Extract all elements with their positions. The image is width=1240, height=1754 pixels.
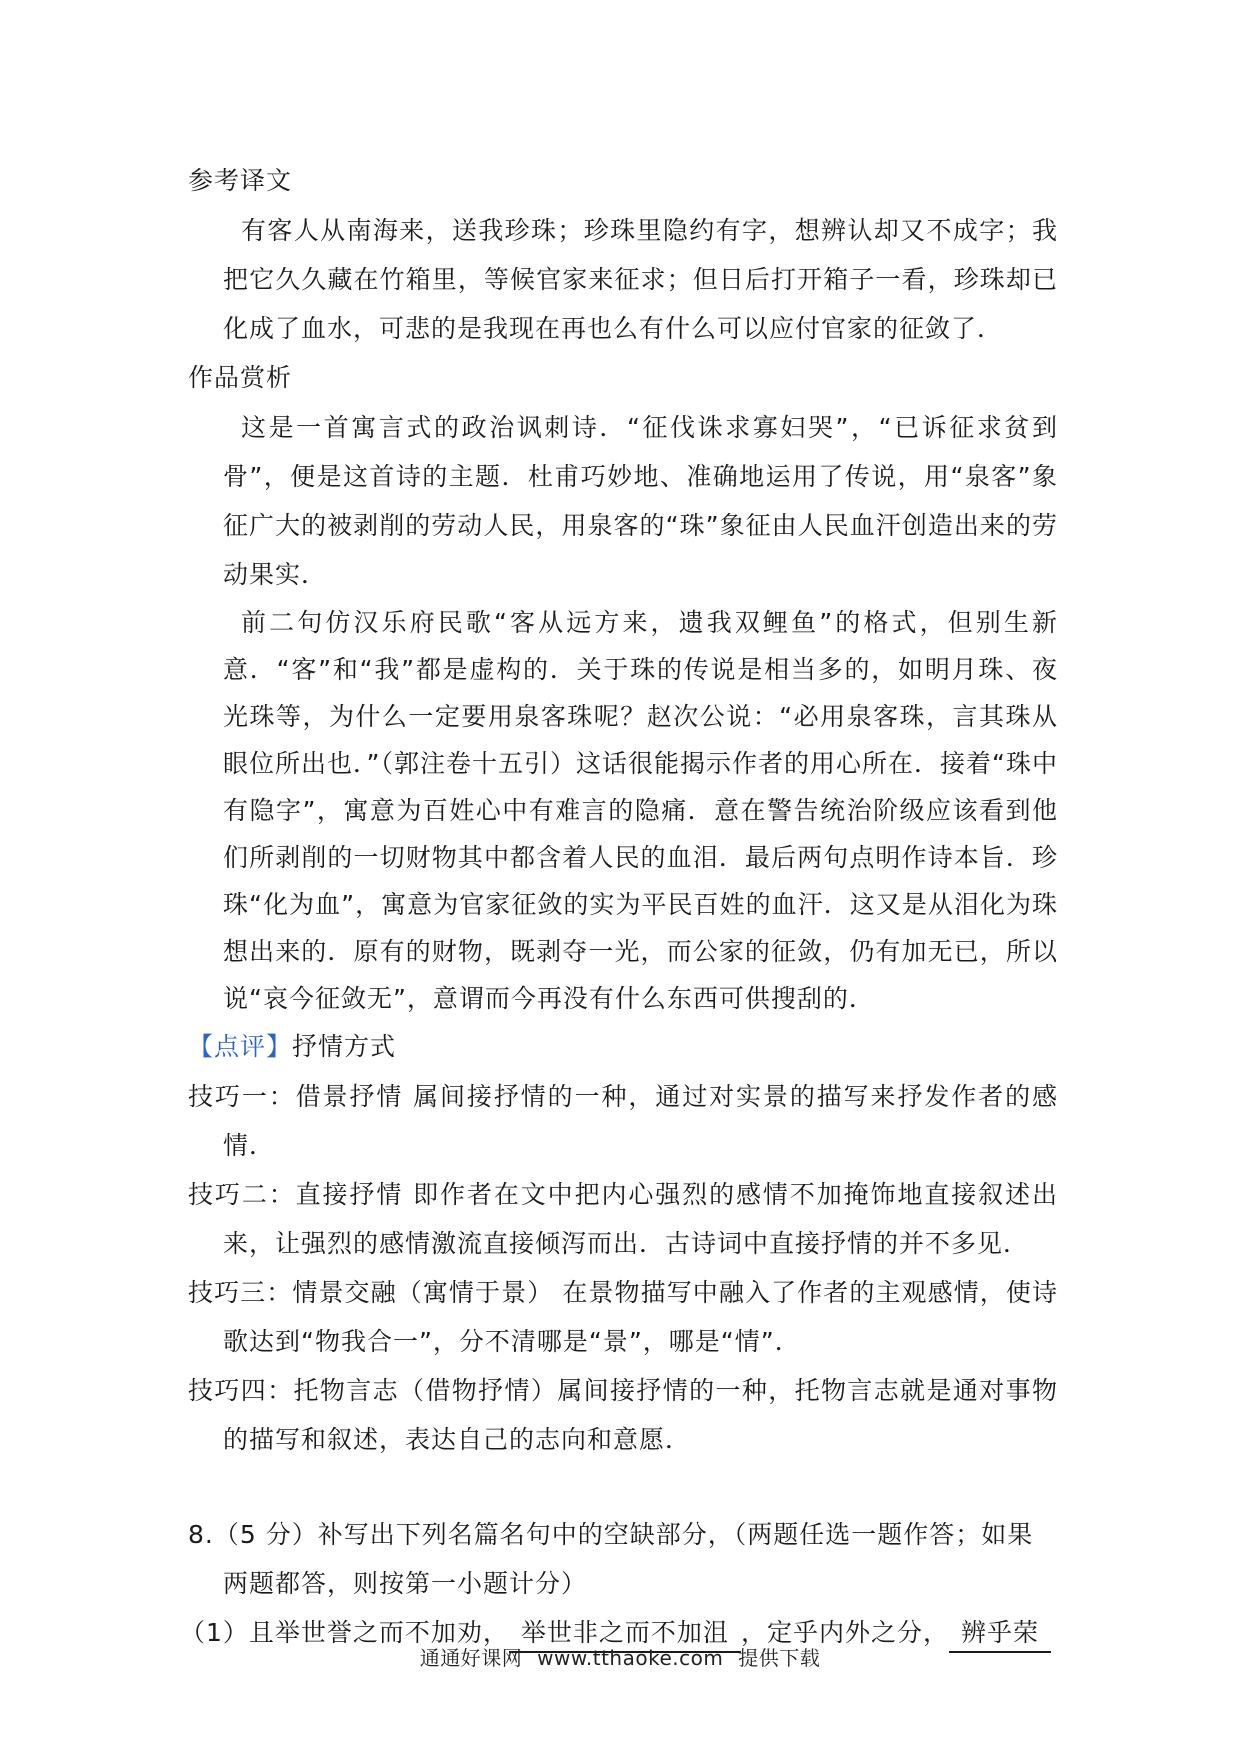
footer-note: 提供下载 bbox=[738, 1646, 821, 1670]
tip-item-4: 技巧四：托物言志（借物抒情）属间接抒情的一种，托物言志就是通对事物的描写和叙述，表达自己的志向和意愿． bbox=[188, 1376, 1058, 1454]
footer-url[interactable]: www.tthaoke.com bbox=[537, 1646, 724, 1670]
document-content bbox=[180, 156, 1058, 1658]
question-8 bbox=[180, 1510, 1058, 1658]
review-title: 抒情方式 bbox=[292, 1032, 397, 1061]
question-stem: 8.（5 分）补写出下列名篇名句中的空缺部分，（两题任选一题作答；如果两题都答，则按第一小题计分） bbox=[188, 1520, 1034, 1598]
appreciation-paragraph-2: 前二句仿汉乐府民歌“客从远方来，遗我双鲤鱼”的格式，但别生新意．“客”和“我”都是虚构的．关于珠的传说是相当多的，如明月珠、夜光珠等，为什么一定要用泉客珠呢？赵次公说：“必用泉客珠，言其珠从眼位所出也．”（郭注卷十五引）这话很能揭示作者的用心所在．接着“珠中有隐字”，寓意为百姓心中有难言的隐痛．意在警告统治阶级应该看到他们所剥削的一切财物其中都含着人民的血泪．最后两句点明作诗本旨．珍珠“化为血”，寓意为官家征敛的实为平民百姓的血汗．这又是从泪化为珠想出来的．原有的财物，既剥夺一光，而公家的征敛，仍有加无已，所以说“哀今征敛无”，意谓而今再没有什么东西可供搜刮的． bbox=[223, 608, 1058, 1013]
tip-item-3: 技巧三：情景交融（寓情于景） 在景物描写中融入了作者的主观感情，使诗歌达到“物我合一”，分不清哪是“景”，哪是“情”． bbox=[188, 1278, 1058, 1356]
review-tag: 【点评】 bbox=[188, 1032, 293, 1061]
sub-question-middle: ，定乎内外之分， bbox=[740, 1618, 949, 1647]
footer-site-name: 通通好课网 bbox=[419, 1646, 523, 1670]
appreciation-paragraph-1: 这是一首寓言式的政治讽刺诗．“征伐诛求寡妇哭”，“已诉征求贫到骨”，便是这首诗的主题．杜甫巧妙地、准确地运用了传说，用“泉客”象征广大的被剥削的劳动人民，用泉客的“珠”象征由人民血汗创造出来的劳动果实． bbox=[223, 413, 1058, 589]
translation-paragraph: 有客人从南海来，送我珍珠；珍珠里隐约有字，想辨认却又不成字；我把它久久藏在竹箱里，等候官家来征求；但日后打开箱子一看，珍珠却已化成了血水，可悲的是我现在再也么有什么可以应付官家的征敛了． bbox=[223, 216, 1058, 343]
tip-item-2: 技巧二：直接抒情 即作者在文中把内心强烈的感情不加掩饰地直接叙述出来，让强烈的感情激流直接倾泻而出．古诗词中直接抒情的并不多见． bbox=[188, 1180, 1058, 1258]
answer-blank-1: 举世非之而不加沮 bbox=[509, 1615, 741, 1653]
sub-question-prefix: （1）且举世誉之而不加劝， bbox=[180, 1618, 509, 1647]
answer-blank-2: 辨乎荣 bbox=[949, 1615, 1051, 1653]
appreciation-heading: 作品赏析 bbox=[188, 363, 293, 392]
tip-item-1: 技巧一：借景抒情 属间接抒情的一种，通过对实景的描写来抒发作者的感情． bbox=[188, 1082, 1058, 1160]
page-footer bbox=[0, 1642, 1240, 1671]
translation-heading: 参考译文 bbox=[188, 166, 293, 195]
review-heading bbox=[188, 1022, 1058, 1072]
